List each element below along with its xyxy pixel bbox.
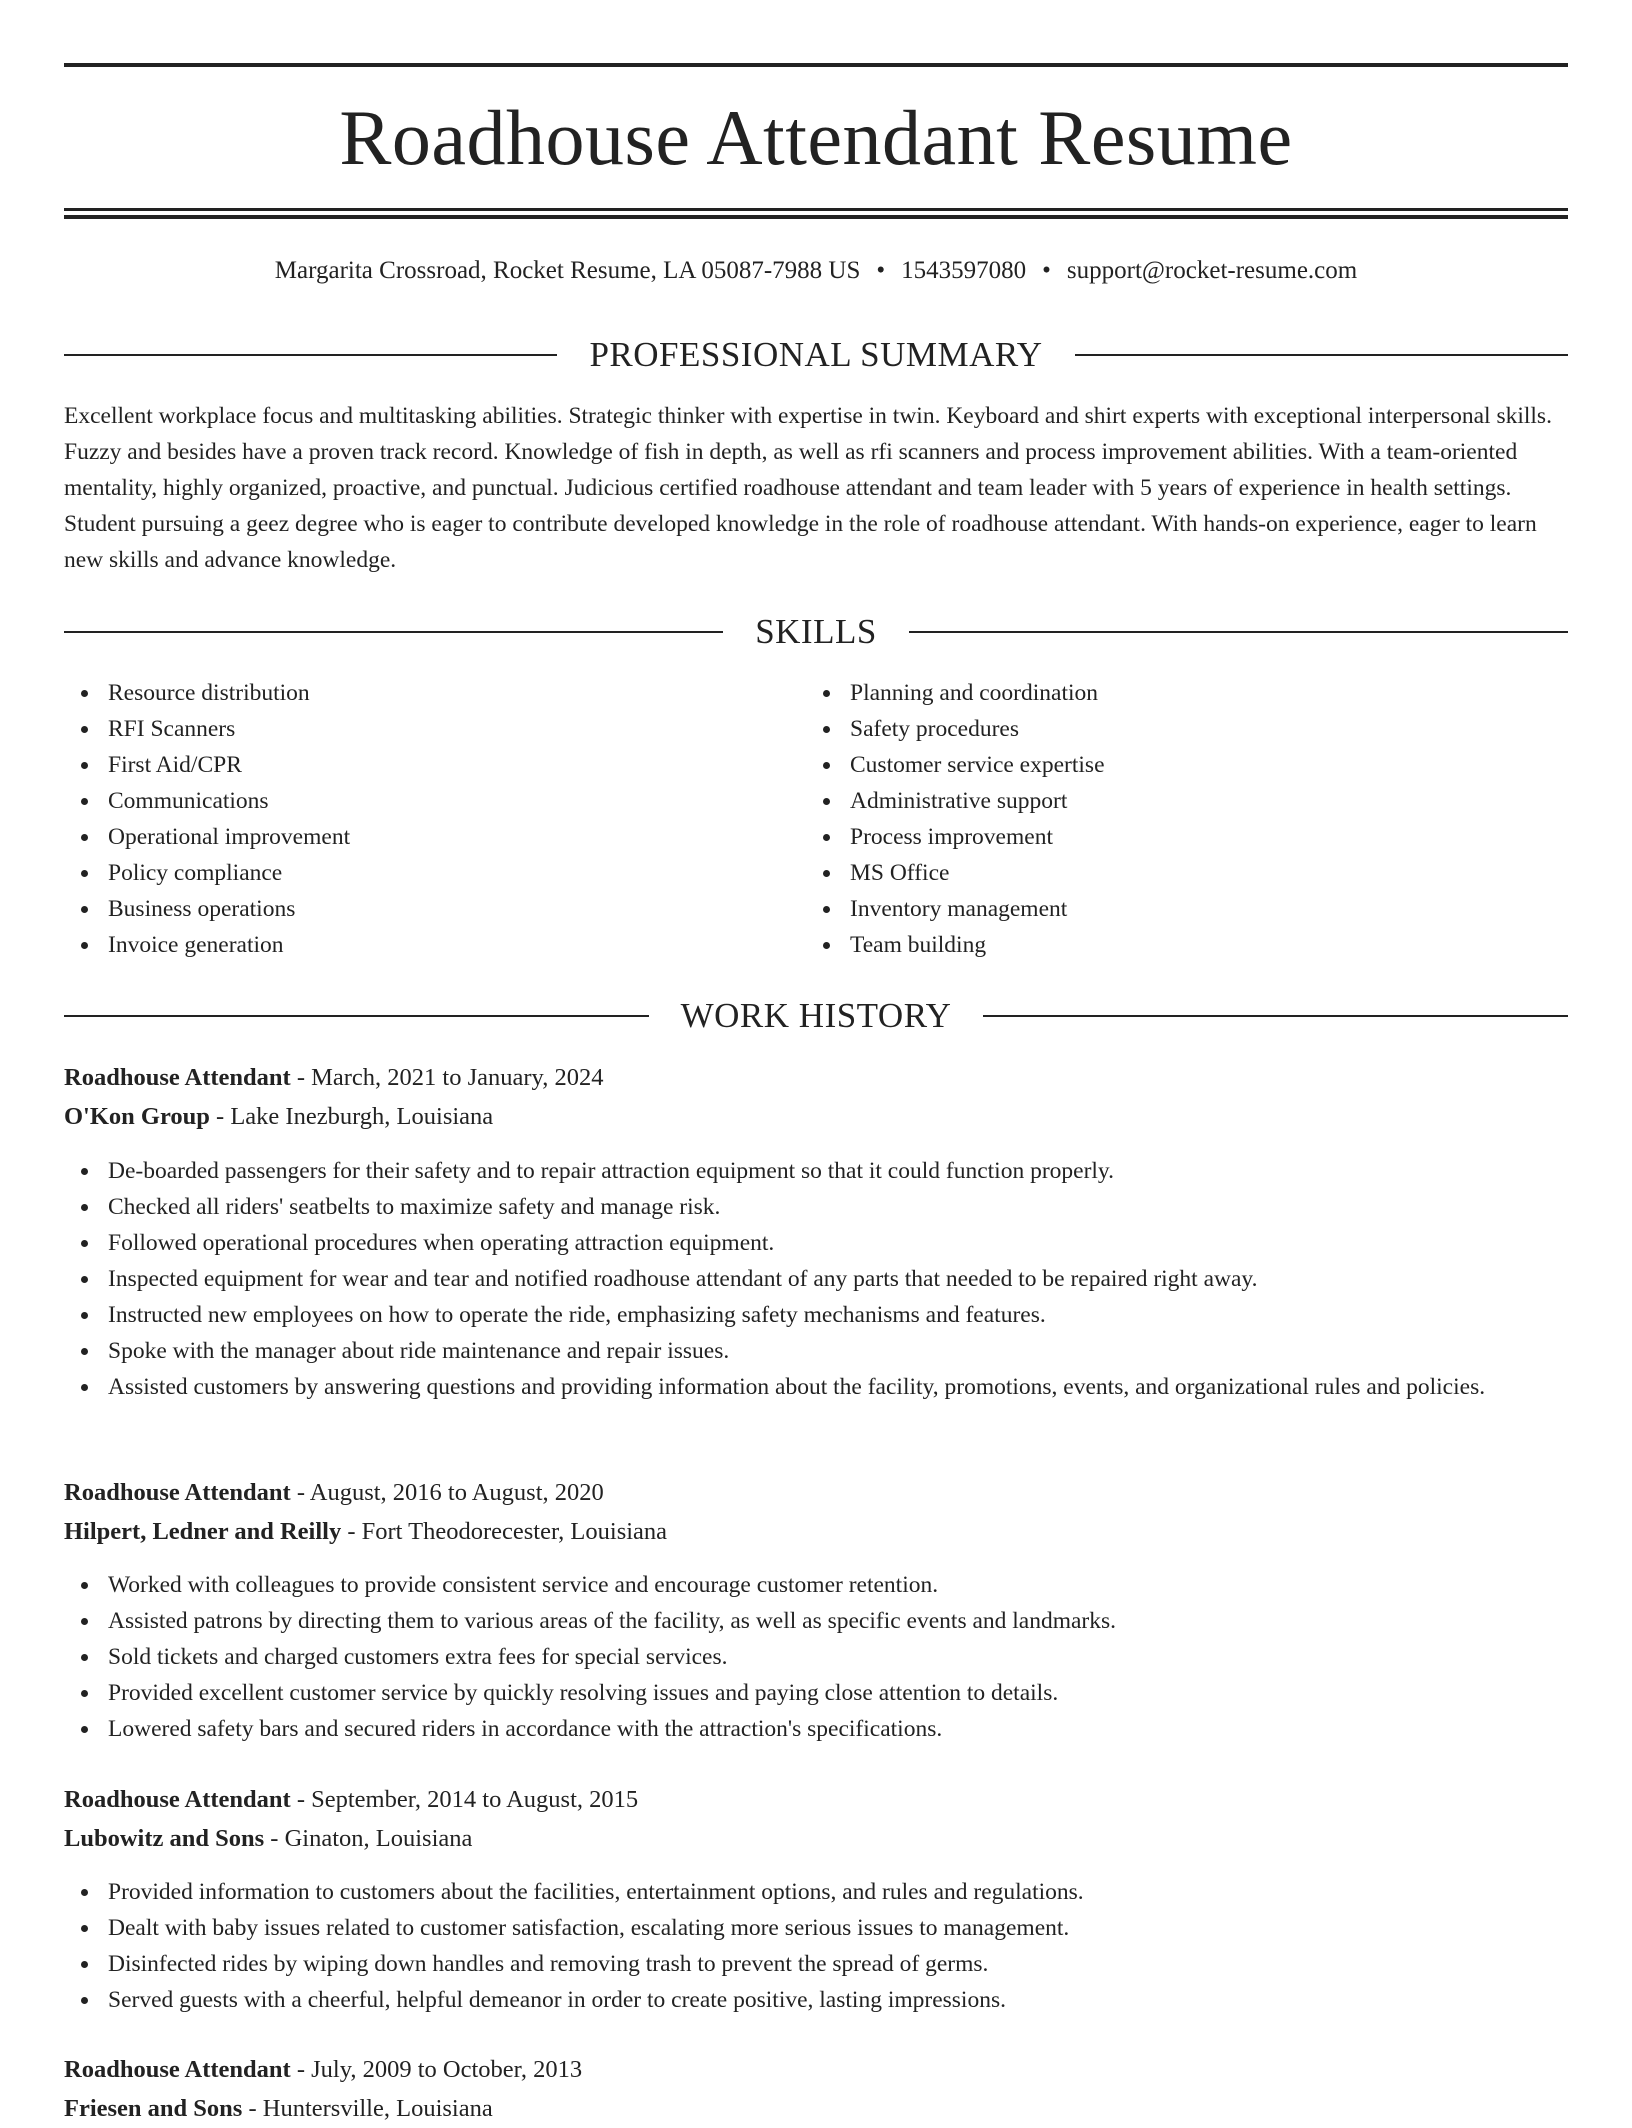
job-dates: - September, 2014 to August, 2015 <box>290 1786 639 1813</box>
job-title-line <box>64 1781 1568 1819</box>
duty-item: Disinfected rides by wiping down handles and removing trash to prevent the spread of germs. <box>64 1946 1568 1982</box>
heading-rule <box>64 631 723 633</box>
skill-item: Business operations <box>64 891 764 927</box>
job-location: - Huntersville, Louisiana <box>242 2095 493 2122</box>
contact-email: support@rocket-resume.com <box>1066 257 1358 284</box>
skill-item: RFI Scanners <box>64 711 764 747</box>
skill-item: Policy compliance <box>64 855 764 891</box>
skills-list-left <box>64 675 764 963</box>
job-title-line <box>64 2051 1568 2089</box>
duty-item: Instructed new employees on how to operate the ride, emphasizing safety mechanisms and features. <box>64 1297 1568 1333</box>
contact-line <box>64 254 1568 288</box>
job-company-line <box>64 1820 1568 1858</box>
skill-item: Team building <box>806 927 1506 963</box>
skill-item: MS Office <box>806 855 1506 891</box>
heading-rule <box>909 631 1568 633</box>
skill-item: Inventory management <box>806 891 1506 927</box>
duty-item: Assisted patrons by directing them to various areas of the facility, as well as specific events and landmarks. <box>64 1603 1568 1639</box>
skill-item: Planning and coordination <box>806 675 1506 711</box>
duty-item: Provided information to customers about the facilities, entertainment options, and rules and regulations. <box>64 1874 1568 1910</box>
skills-list-right <box>806 675 1506 963</box>
job-dates: - March, 2021 to January, 2024 <box>290 1064 604 1091</box>
job-location: - Lake Inezburgh, Louisiana <box>209 1103 494 1130</box>
duty-item: Assisted customers by answering questions and providing information about the facility, promotions, events, and organizational rules and policies. <box>64 1369 1568 1405</box>
duty-item: Served guests with a cheerful, helpful demeanor in order to create positive, lasting impressions. <box>64 1982 1568 2018</box>
job-company: Lubowitz and Sons <box>64 1825 265 1852</box>
duty-item: Spoke with the manager about ride maintenance and repair issues. <box>64 1333 1568 1369</box>
duty-item: Dealt with baby issues related to customer satisfaction, escalating more serious issues to management. <box>64 1910 1568 1946</box>
title-rule-lower <box>64 215 1568 219</box>
job-dates: - August, 2016 to August, 2020 <box>290 1479 604 1506</box>
duty-item: Provided excellent customer service by quickly resolving issues and paying close attention to details. <box>64 1675 1568 1711</box>
contact-separator: • <box>1042 257 1051 284</box>
heading-rule <box>64 354 557 356</box>
job-title-line <box>64 1059 1568 1097</box>
job-title: Roadhouse Attendant <box>64 2056 291 2083</box>
job-company: Hilpert, Ledner and Reilly <box>64 1518 342 1545</box>
job-company-line <box>64 2090 1568 2128</box>
duty-item: Worked with colleagues to provide consistent service and encourage customer retention. <box>64 1567 1568 1603</box>
duty-item: De-boarded passengers for their safety and to repair attraction equipment so that it could function properly. <box>64 1153 1568 1189</box>
top-rule <box>64 63 1568 67</box>
job-company: Friesen and Sons <box>64 2095 243 2122</box>
skill-item: Administrative support <box>806 783 1506 819</box>
resume-title: Roadhouse Attendant Resume <box>339 94 1293 181</box>
summary-heading <box>64 333 1568 377</box>
work-history-heading-label: WORK HISTORY <box>680 996 952 1035</box>
work-history-heading <box>64 994 1568 1038</box>
duty-item: Checked all riders' seatbelts to maximize safety and manage risk. <box>64 1189 1568 1225</box>
job-duties <box>64 1567 1568 1747</box>
skill-item: Process improvement <box>806 819 1506 855</box>
skill-item: Safety procedures <box>806 711 1506 747</box>
heading-rule <box>1075 354 1568 356</box>
duty-item: Followed operational procedures when operating attraction equipment. <box>64 1225 1568 1261</box>
job-duties <box>64 1874 1568 2018</box>
job-title-line <box>64 1474 1568 1512</box>
contact-address: Margarita Crossroad, Rocket Resume, LA 05087-7988 US <box>274 257 861 284</box>
contact-phone: 1543597080 <box>901 257 1027 284</box>
job-location: - Fort Theodorecester, Louisiana <box>341 1518 668 1545</box>
skills-heading-label: SKILLS <box>755 612 877 651</box>
job-company: O'Kon Group <box>64 1103 210 1130</box>
heading-rule <box>64 1015 649 1017</box>
heading-rule <box>983 1015 1568 1017</box>
title-rule-upper <box>64 208 1568 211</box>
skill-item: First Aid/CPR <box>64 747 764 783</box>
job-company-line <box>64 1098 1568 1136</box>
job-location: - Ginaton, Louisiana <box>264 1825 473 1852</box>
summary-heading-label: PROFESSIONAL SUMMARY <box>589 335 1043 374</box>
job-title: Roadhouse Attendant <box>64 1064 291 1091</box>
job-duties <box>64 1153 1568 1405</box>
skill-item: Invoice generation <box>64 927 764 963</box>
skill-item: Customer service expertise <box>806 747 1506 783</box>
job-title: Roadhouse Attendant <box>64 1786 291 1813</box>
skill-item: Operational improvement <box>64 819 764 855</box>
summary-text: Excellent workplace focus and multitasking abilities. Strategic thinker with expertise in twin. Keyboard and shirt experts with exceptional interpersonal skills. Fuzzy and besides have a proven track record. Knowledge of fish in depth, as well as rfi scanners and process improvement abilities. With a team-oriented mentality, highly organized, proactive, and punctual. Judicious certified roadhouse attendant and team leader with 5 years of experience in health settings. Student pursuing a geez degree who is eager to contribute developed knowledge in the role of roadhouse attendant. With hands-on experience, eager to learn new skills and advance knowledge. <box>64 403 1552 573</box>
duty-item: Inspected equipment for wear and tear and notified roadhouse attendant of any parts that needed to be repaired right away. <box>64 1261 1568 1297</box>
skill-item: Communications <box>64 783 764 819</box>
skills-heading <box>64 610 1568 654</box>
job-dates: - July, 2009 to October, 2013 <box>290 2056 583 2083</box>
duty-item: Lowered safety bars and secured riders in accordance with the attraction's specifications. <box>64 1711 1568 1747</box>
job-title: Roadhouse Attendant <box>64 1479 291 1506</box>
duty-item: Sold tickets and charged customers extra fees for special services. <box>64 1639 1568 1675</box>
contact-separator: • <box>876 257 886 284</box>
skill-item: Resource distribution <box>64 675 764 711</box>
job-company-line <box>64 1513 1568 1551</box>
